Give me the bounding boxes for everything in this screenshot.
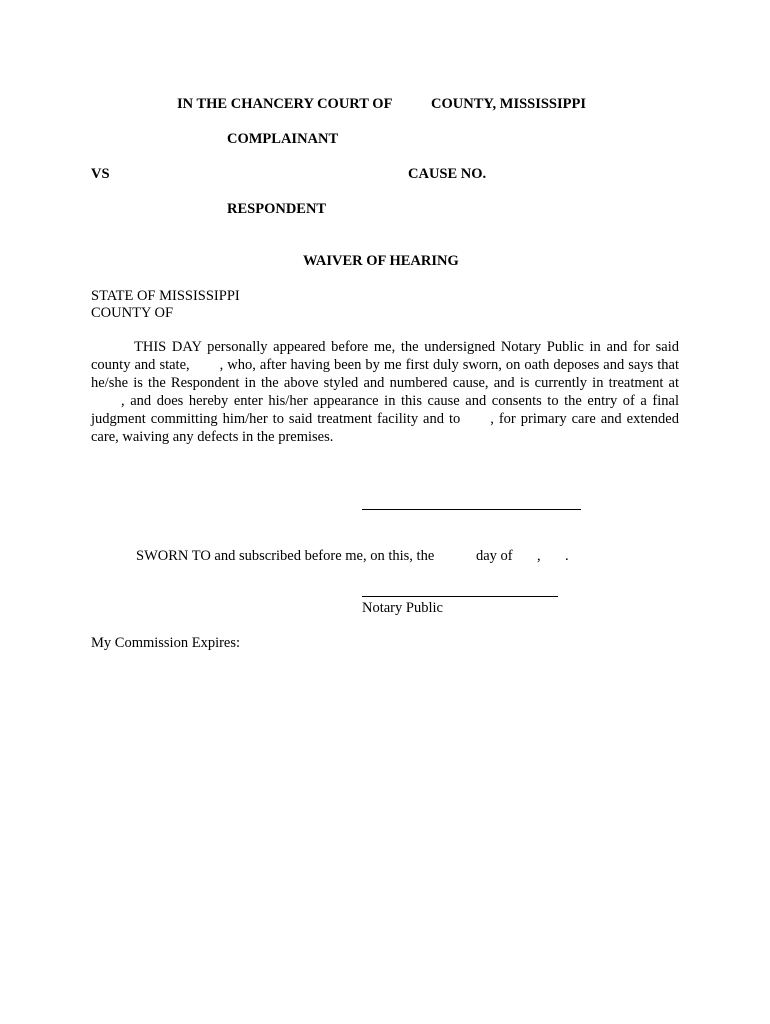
sworn-statement: SWORN TO and subscribed before me, on this, the	[136, 548, 435, 564]
sworn-comma: ,	[537, 548, 541, 564]
body-text-3: , and does hereby enter his/her appearance in this cause and consents to the entry of a final judgment committing him/her to said treatment facility and to	[91, 393, 679, 427]
body-text-2: , who, after having been by me first duly sworn, on oath deposes and says that he/she is the Respondent in the above styled and numbered cause, and is currently in treatment at	[91, 357, 679, 391]
cause-number-label: CAUSE NO.	[408, 166, 487, 182]
venue-county: COUNTY OF	[91, 305, 174, 321]
respondent-label: RESPONDENT	[227, 201, 327, 217]
body-paragraph	[91, 338, 679, 446]
body-text-4: , for primary care and extended care, waiving any defects in the premises.	[91, 411, 679, 445]
venue-state: STATE OF MISSISSIPPI	[91, 288, 240, 304]
sworn-day-of: day of	[476, 548, 513, 564]
vs-label: VS	[91, 166, 110, 182]
notary-public-label: Notary Public	[362, 600, 443, 616]
body-text-1: THIS DAY personally appeared before me, the undersigned Notary Public in and for said county and state,	[91, 339, 679, 373]
affiant-signature-line	[362, 509, 581, 510]
commission-expires-label: My Commission Expires:	[91, 635, 241, 651]
complainant-label: COMPLAINANT	[227, 131, 339, 147]
sworn-period: .	[565, 548, 569, 564]
court-name-right: COUNTY, MISSISSIPPI	[431, 96, 586, 112]
court-name-left: IN THE CHANCERY COURT OF	[177, 96, 393, 112]
document-title: WAIVER OF HEARING	[303, 253, 459, 269]
notary-signature-line	[362, 596, 558, 597]
